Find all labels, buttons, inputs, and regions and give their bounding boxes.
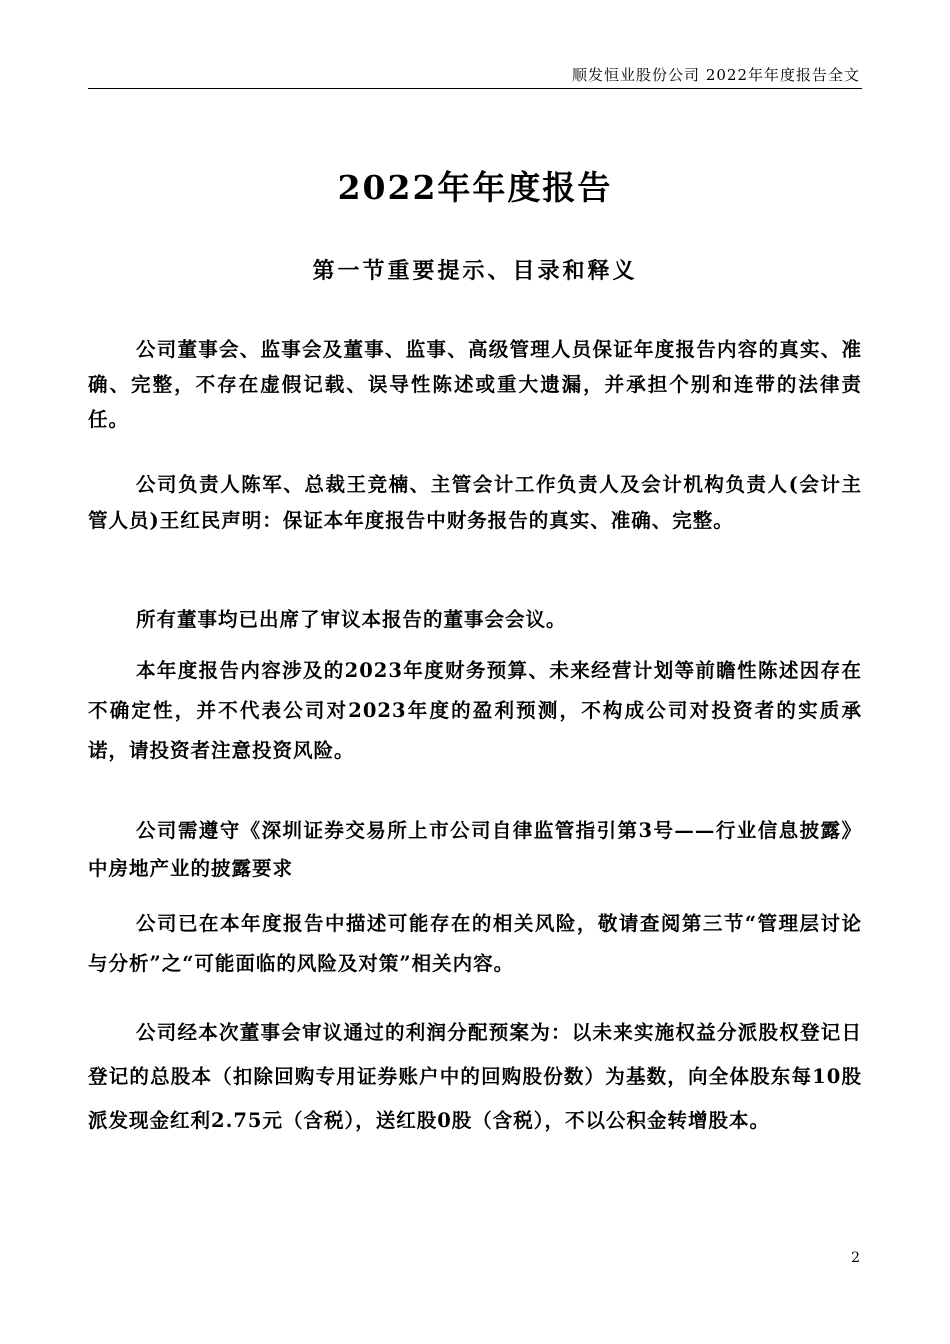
section-title: 第一节重要提示、目录和释义 <box>312 258 638 284</box>
running-header: 顺发恒业股份公司 2022年年度报告全文 <box>572 66 860 84</box>
header-divider <box>88 88 862 89</box>
paragraph-disclosure-requirement: 公司需遵守《深圳证券交易所上市公司自律监管指引第3号——行业信息披露》中房地产业的披露要求 <box>88 819 862 880</box>
document-title: 2022年年度报告 <box>337 168 613 207</box>
paragraph-directors-attendance: 所有董事均已出席了审议本报告的董事会会议。 <box>136 608 567 631</box>
paragraph-responsible-persons: 公司负责人陈军、总裁王竞楠、主管会计工作负责人及会计机构负责人(会计主管人员)王红民声明：保证本年度报告中财务报告的真实、准确、完整。 <box>88 473 862 532</box>
paragraph-forward-looking: 本年度报告内容涉及的2023年度财务预算、未来经营计划等前瞻性陈述因存在不确定性，并不代表公司对2023年度的盈利预测，不构成公司对投资者的实质承诺，请投资者注意投资风险。 <box>88 659 862 762</box>
paragraph-risk-reference: 公司已在本年度报告中描述可能存在的相关风险，敬请查阅第三节“管理层讨论与分析”之“可能面临的风险及对策”相关内容。 <box>88 912 862 975</box>
paragraph-profit-distribution: 公司经本次董事会审议通过的利润分配预案为：以未来实施权益分派股权登记日登记的总股本（扣除回购专用证券账户中的回购股份数）为基数，向全体股东每10股派发现金红利2.75元（含税），送红股0股（含税），不以公积金转增股本。 <box>88 1021 862 1132</box>
paragraph-board-guarantee: 公司董事会、监事会及董事、监事、高级管理人员保证年度报告内容的真实、准确、完整，不存在虚假记载、误导性陈述或重大遗漏，并承担个别和连带的法律责任。 <box>88 338 862 431</box>
page-number: 2 <box>851 1250 860 1266</box>
